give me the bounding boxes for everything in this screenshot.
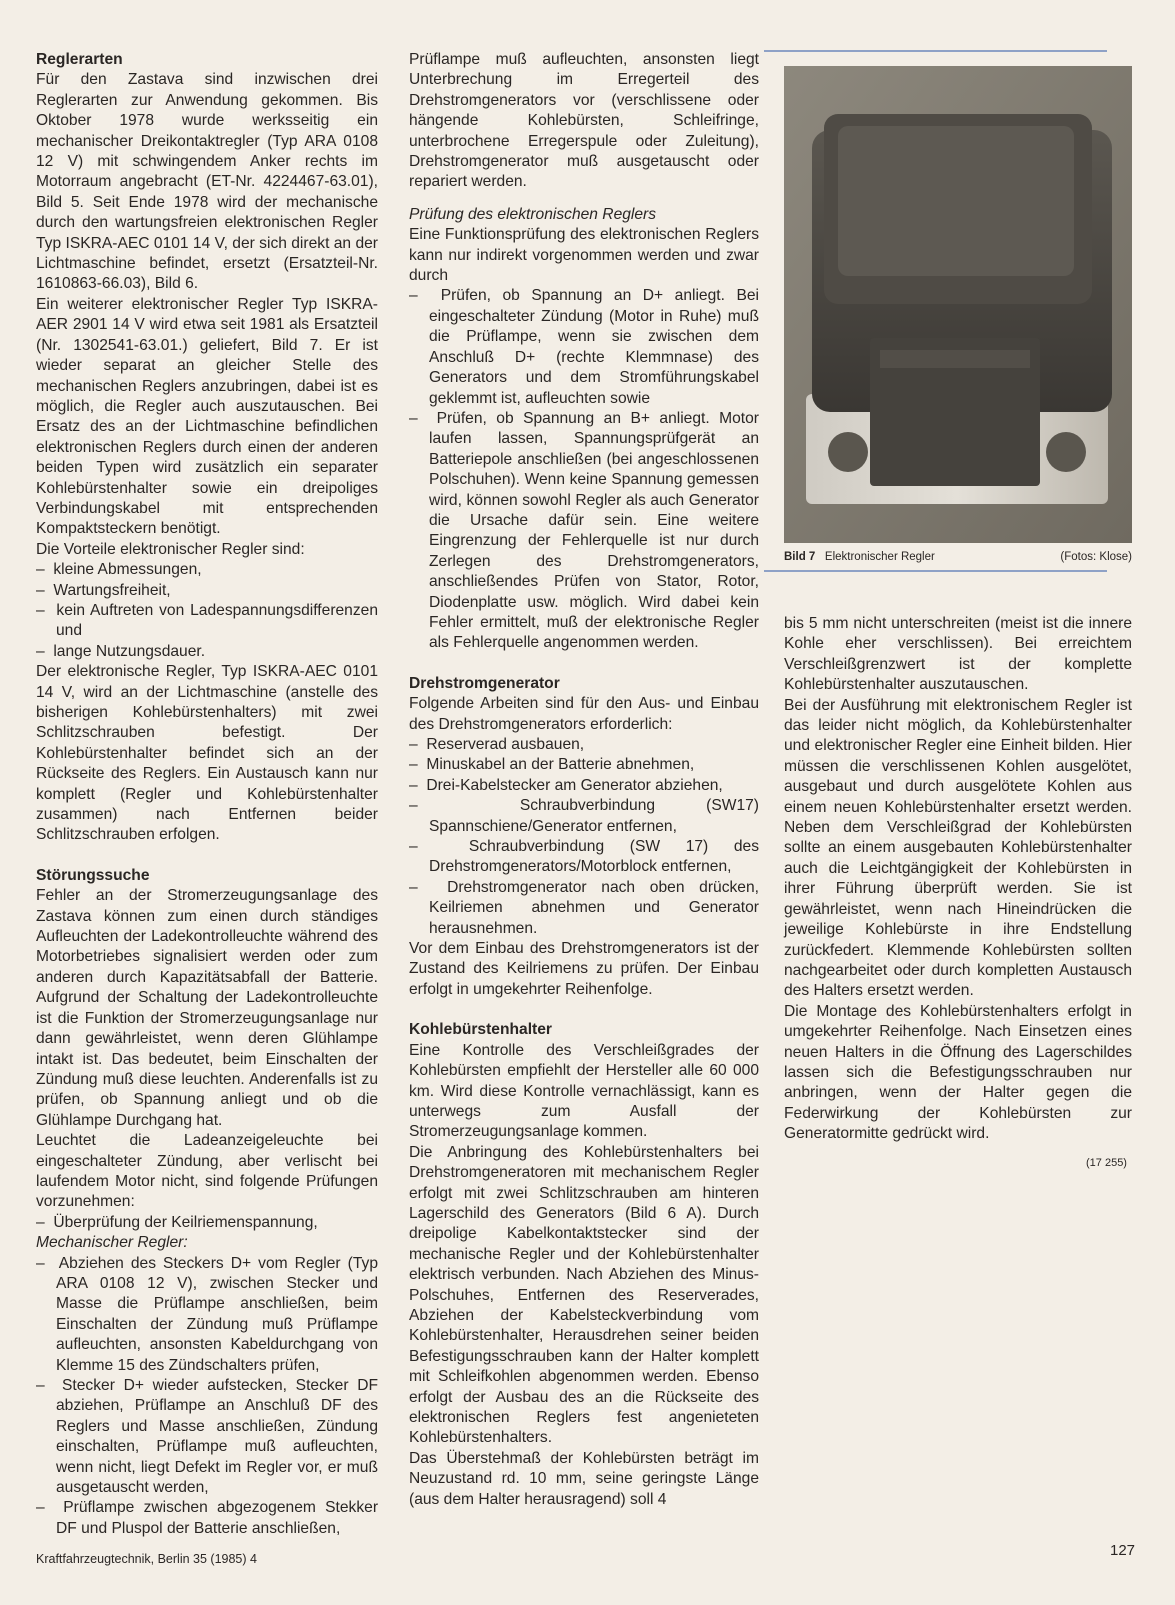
- caption-rule: [764, 570, 1107, 572]
- photo-credit: (Fotos: Klose): [1060, 551, 1132, 563]
- paragraph: Vor dem Einbau des Drehstromgenerators ist der Zustand des Keilriemens zu prüfen. Der Einbau erfolgt in umgekehrter Reihenfolge.: [409, 940, 759, 998]
- article-reference: (17 255): [1086, 1157, 1127, 1169]
- list-item: – Wartungsfreiheit,: [36, 581, 378, 601]
- generator-steps-list: [409, 735, 759, 939]
- paragraph: Die Vorteile elektronischer Regler sind:: [36, 540, 305, 558]
- paragraph: Ein weiterer elektronischer Regler Typ ISKRA-AER 2901 14 V wird etwa seit 1981 als Ersatzteil (Nr. 1302541-63.01.) geliefert, Bild 7. Er ist wieder separat an gleicher Stelle des mechanischen Reglers anzubringen, dabei ist es möglich, die Regler auch auszutauschen. Bei Ersatz des an der Lichtmaschine befindlichen elektronischen Reglers durch einen der anderen beiden Typen wird zusätzlich ein separater Kohlebürstenhalter sowie ein dreipoliges Verbindungskabel mit entsprechenden Kompaktsteckern benötigt.: [36, 295, 378, 538]
- electronic-check-list: [409, 286, 759, 653]
- regulator-illustration: [784, 66, 1132, 543]
- paragraph: Das Überstehmaß der Kohlebürsten beträgt im Neuzustand rd. 10 mm, seine geringste Länge (aus dem Halter herausragend) soll 4: [409, 1449, 759, 1508]
- paragraph: Eine Funktionsprüfung des elektronischen Reglers kann nur indirekt vorgenommen werden und zwar durch: [409, 226, 759, 285]
- regulator-photo: [784, 66, 1132, 543]
- subheading-pruefung-elektronischer-regler: Prüfung des elektronischen Reglers: [409, 205, 657, 223]
- paragraph: bis 5 mm nicht unterschreiten (meist ist die innere Kohle eher verschlissen). Bei erreichtem Verschleißgrenzwert ist der komplette Kohlebürstenhalter auszutauschen.: [784, 615, 1132, 694]
- list-item: – lange Nutzungsdauer.: [36, 642, 378, 662]
- page-number: 127: [1110, 1542, 1136, 1559]
- list-item: – Prüfen, ob Spannung an B+ anliegt. Motor laufen lassen, Spannungsprüfgerät an Batteriepole anschließen (bei angeschlossenen Polschuhen). Wenn keine Spannung gemessen wird, können sowohl Regler als auch Generator die Ursache dafür sein. Eine weitere Eingrenzung der Fehlerquelle ist nur durch Zerlegen des Drehstromgenerators, anschließendes Prüfen von Stator, Rotor, Diodenplatte usw. möglich. Wird dabei kein Fehler ermittelt, muß der elektronische Regler als Fehlerquelle angenommen werden.: [409, 409, 759, 654]
- figure-label: Bild 7: [784, 551, 816, 563]
- list-item: – Stecker D+ wieder aufstecken, Stecker DF abziehen, Prüflampe an Anschluß DF des Reglers und Masse anschließen, Zündung einschalten, Prüflampe muß aufleuchten, wenn nicht, liegt Defekt im Regler vor, er muß ausgetauscht werden,: [36, 1376, 378, 1498]
- heading-reglerarten: Reglerarten: [36, 51, 123, 68]
- mechanical-check-list: [36, 1254, 378, 1540]
- top-rule: [764, 50, 1107, 52]
- list-item: – Schraubverbindung (SW 17) des Drehstromgenerators/Motorblock entfernen,: [409, 837, 759, 878]
- list-item: – Schraubverbindung (SW17) Spannschiene/Generator entfernen,: [409, 796, 759, 837]
- advantages-list: [36, 560, 378, 662]
- paragraph: Die Montage des Kohlebürstenhalters erfolgt in umgekehrter Reihenfolge. Nach Einsetzen eines neuen Halters in die Öffnung des Lagerschildes lassen sich die Befestigungsschrauben nur anbringen, wenn der Halter gegen die Federwirkung der Kohlebürsten zur Generatormitte gedrückt wird.: [784, 1002, 1132, 1143]
- journal-footer: Kraftfahrzeugtechnik, Berlin 35 (1985) 4: [36, 1552, 257, 1566]
- column-2: [409, 50, 759, 1510]
- column-1: [36, 50, 378, 1539]
- heading-kohlebuerstenhalter: Kohlebürstenhalter: [409, 1021, 552, 1039]
- paragraph: Der elektronische Regler, Typ ISKRA-AEC 0101 14 V, wird an der Lichtmaschine (anstelle des bisherigen Kohlebürstenhalters) mit zwei Schlitzschrauben befestigt. Der Kohlebürstenhalter befindet sich an der Rückseite des Reglers. Ein Austausch kann nur komplett (Regler und Kohlebürstenhalter zusammen) nach Entfernen beider Schlitzschrauben erfolgen.: [36, 663, 378, 844]
- heading-drehstromgenerator: Drehstromgenerator: [409, 674, 560, 692]
- paragraph: Fehler an der Stromerzeugungsanlage des Zastava können zum einen durch ständiges Aufleuchten der Ladekontrolleuchte während des Motorbetriebes signalisiert werden oder zum anderen durch Kapazitätsabfall der Batterie. Aufgrund der Schaltung der Ladekontrolleuchte ist die Funktion der Stromerzeugungsanlage nur dann gewährleistet, wenn deren Glühlampe intakt ist. Das bedeutet, beim Einschalten der Zündung muß diese leuchten. Anderenfalls ist zu prüfen, ob Spannung anliegt und ob die Glühlampe Durchgang hat.: [36, 887, 378, 1129]
- list-item: – kleine Abmessungen,: [36, 560, 378, 580]
- check-list: [36, 1213, 378, 1233]
- list-item: – Reserverad ausbauen,: [409, 735, 759, 755]
- list-item: – Prüfen, ob Spannung an D+ anliegt. Bei eingeschalteter Zündung (Motor in Ruhe) muß die Prüflampe, wenn sie zwischen dem Anschluß D+ (rechte Klemmnase) des Generators und dem Stromführungskabel geklemmt ist, aufleuchten sowie: [409, 286, 759, 408]
- paragraph: Eine Kontrolle des Verschleißgrades der Kohlebürsten empfiehlt der Hersteller alle 60 000 km. Wird diese Kontrolle vernachlässigt, kann es unterwegs zum Ausfall der Stromerzeugungsanlage kommen.: [409, 1041, 759, 1141]
- list-item: – Minuskabel an der Batterie abnehmen,: [409, 755, 759, 775]
- figure-caption: [784, 551, 1132, 563]
- list-item: – Drehstromgenerator nach oben drücken, Keilriemen abnehmen und Generator herausnehmen.: [409, 878, 759, 939]
- paragraph: Folgende Arbeiten sind für den Aus- und Einbau des Drehstromgenerators erforderlich:: [409, 695, 759, 733]
- figure-caption-text: Elektronischer Regler: [824, 551, 935, 563]
- list-item: – Prüflampe zwischen abgezogenem Stekker DF und Pluspol der Batterie anschließen,: [36, 1498, 378, 1539]
- heading-stoerungssuche: Störungssuche: [36, 866, 150, 884]
- paragraph: Die Anbringung des Kohlebürstenhalters bei Drehstromgeneratoren mit mechanischem Regler erfolgt mit zwei Schlitzschrauben am hinteren Lagerschild des Generators (Bild 6 A). Durch dreipolige Kabelkontaktstecker sind der mechanische Regler und der Kohlebürstenhalter elektrisch verbunden. Nach Abziehen des Minus-Polschuhes, Entfernen des Reserverades, Abziehen der Kabelsteckverbindung vom Kohlebürstenhalter, Herausdrehen seiner beiden Befestigungsschrauben kann der Halter komplett mit Schleifkohlen abgenommen werden. Ebenso erfolgt der Ausbau des an die Rückseite des elektronischen Reglers fest angenieteten Kohlebürstenhalters.: [409, 1143, 759, 1447]
- list-item: – Überprüfung der Keilriemenspannung,: [36, 1213, 378, 1233]
- list-item: – kein Auftreten von Ladespannungsdifferenzen und: [36, 601, 378, 642]
- list-item: – Drei-Kabelstecker am Generator abziehen,: [409, 776, 759, 796]
- subheading-mechanischer-regler: Mechanischer Regler:: [36, 1234, 188, 1252]
- list-item: – Abziehen des Steckers D+ vom Regler (Typ ARA 0108 12 V), zwischen Stecker und Masse die Prüflampe anschließen, beim Einschalten der Zündung muß Prüflampe aufleuchten, ansonsten Kabeldurchgang von Klemme 15 des Zündschalters prüfen,: [36, 1254, 378, 1376]
- paragraph: Für den Zastava sind inzwischen drei Reglerarten zur Anwendung gekommen. Bis Oktober 1978 wurde werksseitig ein mechanischer Dreikontaktregler (Typ ARA 0108 12 V) mit schwingendem Anker rechts im Motorraum angebracht (ET-Nr. 4224467-63.01), Bild 5. Seit Ende 1978 wird der mechanische durch den wartungsfreien elektronischen Regler Typ ISKRA-AEC 0101 14 V, der sich direkt an der Lichtmaschine befindet, ersetzt (Ersatzteil-Nr. 1610863-66.03), Bild 6.: [36, 71, 378, 293]
- paragraph: Leuchtet die Ladeanzeigeleuchte bei eingeschalteter Zündung, aber verlischt bei laufendem Motor nicht, sind folgende Prüfungen vorzunehmen:: [36, 1132, 378, 1211]
- column-3: [784, 614, 1132, 1145]
- paragraph: Bei der Ausführung mit elektronischem Regler ist das leider nicht möglich, da Kohlebürstenhalter und elektronischer Regler eine Einheit bilden. Hier müssen die verschlissenen Kohlen ausgelötet, ausgebaut und durch ausgelötete Kohlen aus einem neuen Kohlebürstenhalter ersetzt werden. Neben dem Verschleißgrad der Kohlebürsten sollte an einem ausgebauten Kohlebürstenhalter auch die Leichtgängigkeit der Kohlebürsten in ihrer Führung überprüft werden. Sie ist gewährleistet, wenn nach Hineindrücken die jeweilige Kohlebürste in ihre Endstellung zurückfedert. Klemmende Kohlebürsten sollten nachgearbeitet oder durch kompletten Austausch des Halters ersetzt werden.: [784, 696, 1132, 1000]
- paragraph: Prüflampe muß aufleuchten, ansonsten liegt Unterbrechung im Erregerteil des Drehstromgenerators vor (verschlissene oder hängende Kohlebürsten, Schleifringe, unterbrochene Erregerspule oder Zuleitung), Drehstromgenerator muß ausgetauscht oder repariert werden.: [409, 51, 759, 191]
